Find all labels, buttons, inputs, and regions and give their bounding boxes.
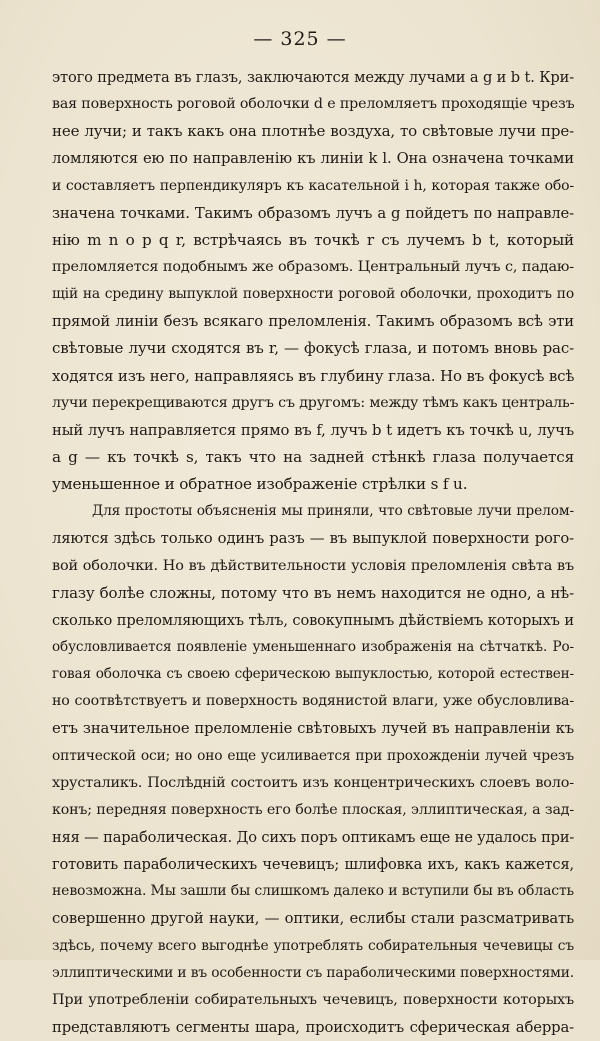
text-line: нее лучи; и такъ какъ она плотнѣе воздуха, то свѣтовые лучи пре- <box>52 122 574 141</box>
text-line: и составляетъ перпендикуляръ къ касательной i h, которая также обо- <box>52 177 574 194</box>
text-line: уменьшенное и обратное изображеніе стрѣлки s f u. <box>52 475 468 494</box>
text-line: хрусталикъ. Послѣдній состоитъ изъ концентрическихъ слоевъ воло- <box>52 774 574 791</box>
text-line: ходятся изъ него, направляясь въ глубину глаза. Но въ фокусѣ всѣ <box>52 366 575 385</box>
text-line: ляются здѣсь только одинъ разъ — въ выпуклой поверхности рого- <box>52 530 574 548</box>
text-line: вая поверхность роговой оболочки d e преломляетъ проходящіе чрезъ <box>52 96 575 113</box>
text-line: представляютъ сегменты шара, происходитъ сферическая аберра- <box>52 1018 574 1036</box>
text-line: глазу болѣе сложны, потому что въ немъ находится не одно, а нѣ- <box>52 583 574 602</box>
text-line: вой оболочки. Но въ дѣйствительности условія преломленія свѣта въ <box>52 557 574 574</box>
text-line: щій на средину выпуклой поверхности роговой оболочки, проходитъ по <box>52 286 574 303</box>
text-line: преломляется подобнымъ же образомъ. Центральный лучъ c, падаю- <box>52 258 574 275</box>
text-line: етъ значительное преломленіе свѣтовыхъ лучей въ направленіи къ <box>52 720 574 738</box>
text-line: ломляются ею по направленію къ линіи k l. Она означена точками <box>52 150 574 168</box>
text-line: a g — къ точкѣ s, такъ что на задней стѣнкѣ глаза получается <box>52 447 574 466</box>
text-line: прямой линіи безъ всякаго преломленія. Такимъ образомъ всѣ эти <box>52 313 574 331</box>
text-line: нію m n o p q r, встрѣчаясь въ точкѣ r съ лучемъ b t, который <box>52 230 574 249</box>
text-line: невозможна. Мы зашли бы слишкомъ далеко и вступили бы въ область <box>52 883 575 900</box>
text-line: но соотвѣтствуетъ и поверхность водянистой влаги, уже обусловлива- <box>52 693 574 710</box>
text-line: свѣтовые лучи сходятся въ r, — фокусѣ глаза, и потомъ вновь рас- <box>52 339 574 358</box>
text-line: обусловливается появленіе уменьшеннаго изображенія на сѣтчаткѣ. Ро- <box>52 638 574 655</box>
text-line: конъ; передняя поверхность его болѣе плоская, эллиптическая, а зад- <box>52 801 574 818</box>
text-line: няя — параболическая. До сихъ поръ оптикамъ еще не удалось при- <box>52 828 575 846</box>
text-line: этого предмета въ глазъ, заключаются между лучами a g и b t. Кри- <box>52 69 574 86</box>
text-line: лучи перекрещиваются другъ съ другомъ: между тѣмъ какъ централь- <box>52 394 575 411</box>
text-line: ный лучъ направляется прямо въ f, лучъ b t идетъ къ точкѣ u, лучъ <box>52 421 574 439</box>
text-line: говая оболочка съ своею сферическою выпуклостью, которой естествен- <box>52 666 574 683</box>
page-number: — 325 — <box>253 28 347 50</box>
text-line: При употребленіи собирательныхъ чечевицъ, поверхности которыхъ <box>52 991 574 1008</box>
text-line: здѣсь, почему всего выгоднѣе употреблять собирательныя чечевицы съ <box>52 937 574 954</box>
body-text <box>52 64 574 1041</box>
text-line: оптической оси; но оно еще усиливается при прохожденіи лучей чрезъ <box>52 747 574 764</box>
text-line: Для простоты объясненія мы приняли, что свѣтовые лучи прелом- <box>92 503 574 520</box>
text-line: готовить параболическихъ чечевицъ; шлифовка ихъ, какъ кажется, <box>52 856 574 874</box>
text-line: значена точками. Такимъ образомъ лучъ a g пойдетъ по направле- <box>52 204 574 222</box>
text-line: сколько преломляющихъ тѣлъ, совокупнымъ дѣйствіемъ которыхъ и <box>52 611 574 629</box>
text-line: совершенно другой науки, — оптики, еслибы стали разсматривать <box>52 910 574 928</box>
text-line: эллиптическими и въ особенности съ параболическими поверхностями. <box>52 964 574 981</box>
